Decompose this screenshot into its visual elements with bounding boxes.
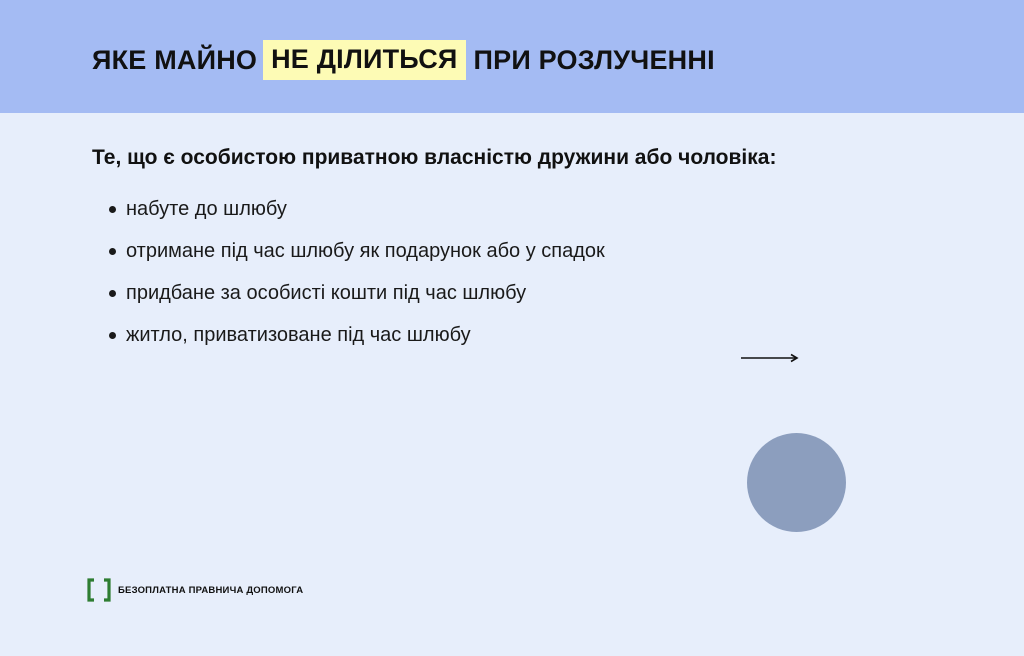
title-part-before: ЯКЕ МАЙНО (92, 44, 258, 75)
bullet-icon (109, 248, 116, 255)
bracket-logo-icon (86, 578, 112, 602)
footer-logo (86, 578, 303, 602)
title-highlight: НЕ ДІЛИТЬСЯ (263, 40, 465, 80)
property-list (108, 196, 605, 364)
list-item (108, 322, 605, 364)
arrow-right-icon (740, 350, 800, 366)
section-subtitle: Те, що є особистою приватною власністю дружини або чоловіка: (92, 146, 777, 169)
bullet-icon (109, 206, 116, 213)
list-item-text: житло, приватизоване під час шлюбу (126, 324, 471, 346)
bullet-icon (109, 290, 116, 297)
list-item (108, 280, 605, 322)
list-item-text: придбане за особисті кошти під час шлюбу (126, 282, 527, 304)
page-title (92, 38, 715, 82)
list-item-text: набуте до шлюбу (126, 198, 287, 220)
title-part-after: ПРИ РОЗЛУЧЕННІ (473, 44, 715, 75)
bullet-icon (109, 332, 116, 339)
list-item (108, 196, 605, 238)
list-item-text: отримане під час шлюбу як подарунок або у спадок (126, 240, 605, 262)
logo-text: БЕЗОПЛАТНА ПРАВНИЧА ДОПОМОГА (118, 584, 304, 596)
decorative-circle (747, 433, 846, 532)
list-item (108, 238, 605, 280)
